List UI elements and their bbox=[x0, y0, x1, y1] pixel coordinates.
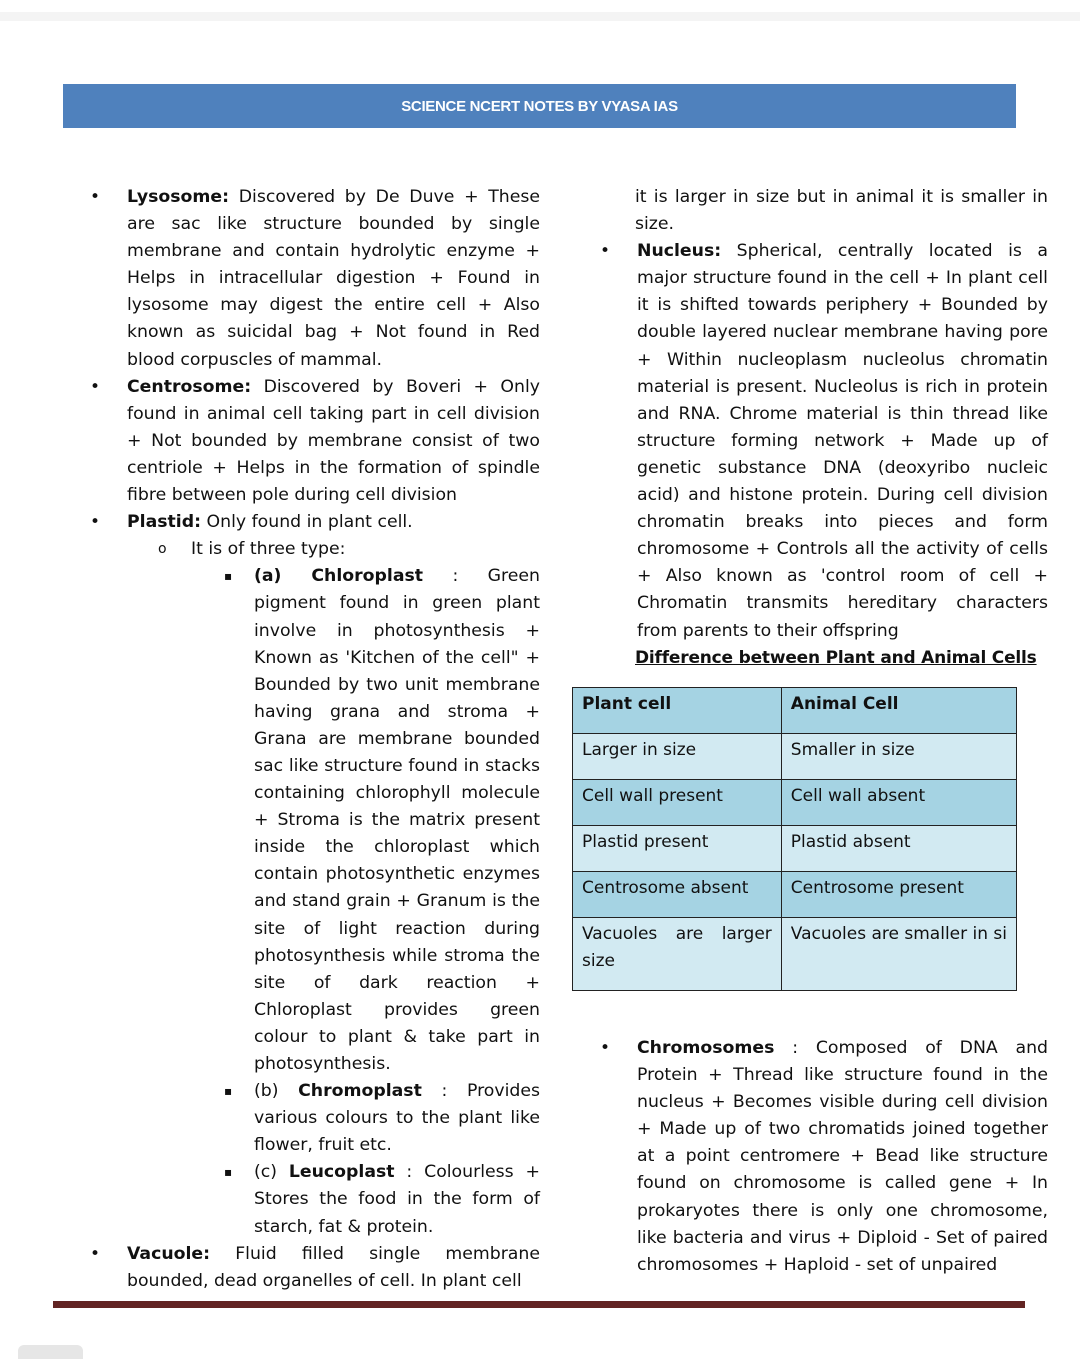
chloroplast-prefix: (a) bbox=[254, 566, 312, 587]
table-heading: Difference between Plant and Animal Cells bbox=[635, 647, 1037, 668]
plastid-type-leucoplast bbox=[90, 1159, 540, 1240]
term-centrosome: Centrosome: bbox=[127, 376, 252, 397]
table-cell: Centrosome present bbox=[781, 872, 1016, 918]
lysosome-text: Discovered by De Duve + These are sac like structure bounded by single membrane and contain hydrolytic enzyme + Helps in intracellular digestion + Found in lysosome may digest the entire cell + Also known as suicidal bag + Not found in Red blood corpuscles of mammal. bbox=[127, 187, 540, 370]
chromosomes-text: : Composed of DNA and Protein + Thread like structure found in the nucleus + Becomes visible during cell division + Made up of two chromatids joined together at a point centromere + Bead like structure found on chromosome is called gene + In prokaryotes there is only one chromosome, like bacteria and virus + Diploid - Set of paired chromosomes + Haploid - set of unpaired bbox=[637, 1038, 1048, 1275]
nucleus-text: Spherical, centrally located is a major structure found in the cell + In plant cell it is shifted towards periphery + Bounded by double layered nuclear membrane having pore + Within nucleoplasm nucleolus chromatin material is present. Nucleolus is rich in protein and RNA. Chrome material is thin thread like structure forming network + Made up of genetic substance DNA (deoxyribo nucleic acid) and histone protein. During cell division chromatin breaks into pieces and form chromosome + Controls all the activity of cells + Also known as 'control room of cell + Chromatin transmits hereditary characters from parents to their offspring bbox=[637, 241, 1048, 641]
list-item-chromosomes bbox=[600, 1035, 1048, 1279]
bullet-icon: • bbox=[90, 512, 101, 533]
bullet-icon: • bbox=[90, 376, 101, 397]
plastid-type-chloroplast bbox=[90, 563, 540, 1078]
term-leucoplast: Leucoplast bbox=[288, 1162, 395, 1183]
table-cell: Centrosome absent bbox=[573, 872, 782, 918]
header-plant-cell: Plant cell bbox=[573, 688, 782, 734]
square-bullet-icon: ▪ bbox=[224, 1165, 233, 1180]
page-header-bar bbox=[63, 84, 1016, 128]
circle-bullet-icon: o bbox=[158, 541, 167, 558]
centrosome-text: Discovered by Boveri + Only found in animal cell taking part in cell division + Not bounded by membrane consist of two centriole + Helps in the formation of spindle fibre between pole during cell division bbox=[127, 376, 540, 506]
leucoplast-text: : Colourless + Stores the food in the form of starch, fat & protein. bbox=[254, 1162, 540, 1237]
comparison-table bbox=[572, 687, 1017, 991]
header-animal-cell: Animal Cell bbox=[781, 688, 1016, 734]
bullet-icon: • bbox=[90, 187, 101, 207]
leucoplast-prefix: (c) bbox=[254, 1162, 289, 1183]
term-plastid: Plastid: bbox=[127, 512, 202, 533]
footer-rule bbox=[53, 1301, 1025, 1308]
table-row bbox=[573, 826, 1017, 872]
chloroplast-text: : Green pigment found in green plant involve in photosynthesis + Known as 'Kitchen of the cell" + Bounded by two unit membrane having grana and stroma + Grana are membrane bounded sac like structure found in stacks containing chlorophyll molecule + Stroma is the matrix present inside the chloroplast which contain photosynthetic enzymes and stand grain + Granum is the site of light reaction during photosynthesis while stroma the site of dark reaction + Chloroplast provides green colour to plant & take part in photosynthesis. bbox=[254, 566, 540, 1074]
square-bullet-icon: ▪ bbox=[224, 569, 233, 584]
table-row bbox=[573, 780, 1017, 826]
bullet-icon: • bbox=[600, 1038, 611, 1058]
vacuole-text: Fluid filled single membrane bounded, dead organelles of cell. In plant cell bbox=[127, 1243, 540, 1291]
left-column bbox=[90, 184, 540, 1295]
list-item-vacuole bbox=[90, 1241, 540, 1295]
chromoplast-prefix: (b) bbox=[254, 1081, 299, 1102]
term-chloroplast: Chloroplast bbox=[311, 566, 424, 587]
plastid-text: Only found in plant cell. bbox=[201, 512, 413, 533]
term-chromosomes: Chromosomes bbox=[637, 1038, 775, 1058]
bullet-icon: • bbox=[600, 241, 611, 262]
table-cell: Plastid absent bbox=[781, 826, 1016, 872]
plastid-sub-item bbox=[90, 536, 540, 563]
page-title: SCIENCE NCERT NOTES BY VYASA IAS bbox=[401, 97, 678, 115]
table-cell: Vacuoles are smaller in si bbox=[781, 918, 1016, 991]
table-row bbox=[573, 918, 1017, 991]
right-column-lower bbox=[600, 1035, 1048, 1279]
table-cell: Vacuoles are larger size bbox=[573, 918, 782, 991]
page-scroll-tab[interactable] bbox=[18, 1345, 83, 1359]
right-column bbox=[600, 184, 1048, 672]
chromoplast-text: : Provides various colours to the plant like flower, fruit etc. bbox=[254, 1081, 540, 1156]
top-strip bbox=[0, 12, 1080, 21]
square-bullet-icon: ▪ bbox=[224, 1084, 233, 1099]
list-item-lysosome bbox=[90, 184, 540, 374]
term-vacuole: Vacuole: bbox=[127, 1243, 211, 1264]
table-cell: Smaller in size bbox=[781, 734, 1016, 780]
vacuole-continued: it is larger in size but in animal it is smaller in size. bbox=[635, 187, 1048, 235]
term-lysosome: Lysosome: bbox=[127, 187, 230, 207]
table-header-row bbox=[573, 688, 1017, 734]
list-item-nucleus bbox=[600, 238, 1048, 644]
table-row bbox=[573, 734, 1017, 780]
list-item-centrosome bbox=[90, 374, 540, 509]
table-cell: Cell wall present bbox=[573, 780, 782, 826]
term-nucleus: Nucleus: bbox=[637, 241, 722, 262]
table-cell: Cell wall absent bbox=[781, 780, 1016, 826]
list-item-plastid bbox=[90, 509, 540, 536]
table-row bbox=[573, 872, 1017, 918]
plastid-type-chromoplast bbox=[90, 1078, 540, 1159]
bullet-icon: • bbox=[90, 1243, 101, 1264]
term-chromoplast: Chromoplast bbox=[298, 1081, 422, 1102]
table-cell: Larger in size bbox=[573, 734, 782, 780]
plastid-types-label: It is of three type: bbox=[191, 539, 346, 560]
table-cell: Plastid present bbox=[573, 826, 782, 872]
